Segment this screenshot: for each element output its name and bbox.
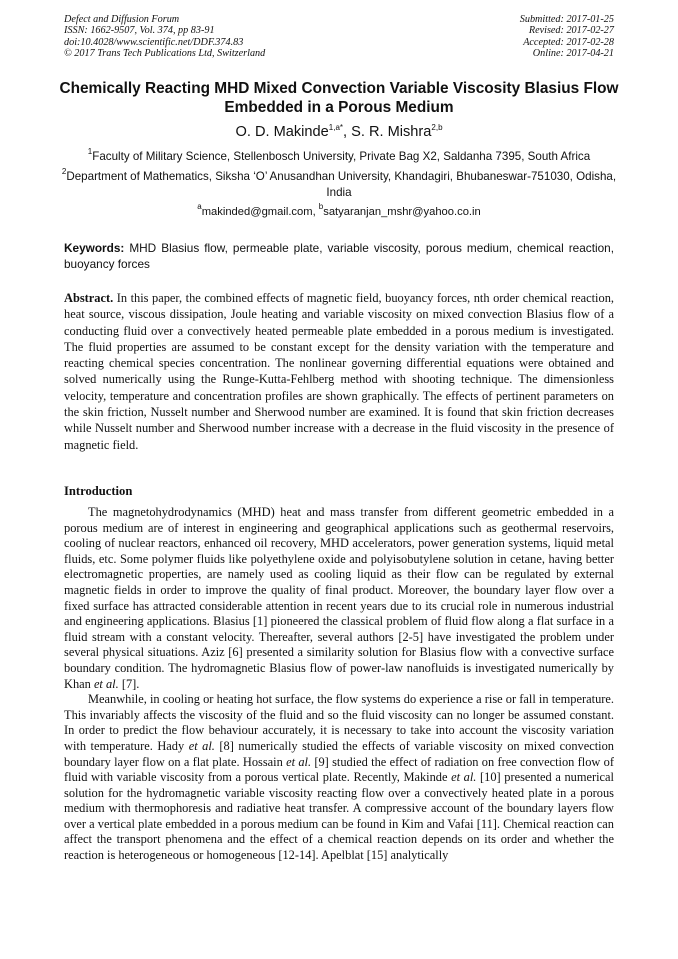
journal-info-block — [64, 14, 265, 59]
affiliation-2-mark: 2 — [61, 167, 67, 176]
author-line — [0, 123, 678, 141]
email-b-mark: b — [318, 202, 324, 211]
abstract-text: In this paper, the combined effects of magnetic field, buoyancy forces, nth order chemical reaction, heat source, viscous dissipation, Joule heating and variable viscosity on mixed convection Blasius flow of a conducting fluid over a convectively heated permeable plate embedded in a porous medium is investigated. The fluid properties are assumed to be constant except for the density variation with the temperature and reacting chemical species concentration. The nonlinear governing differential equations were obtained and solved numerically using the Runge-Kutta-Fehlberg method with shooting technique. The dimensionless velocity, temperature and concentration profiles are shown graphically. The effects of pertinent parameters on the skin friction, Nusselt number and Sherwood number are examined. It is found that skin friction decreases while Nusselt number and Sherwood number increase with a decrease in the fluid viscosity in the presence of magnetic field. — [64, 291, 614, 452]
paper-title: Chemically Reacting MHD Mixed Convection Variable Viscosity Blasius Flow Embedded in a Porous Medium — [59, 80, 619, 116]
date-online: Online: 2017-04-21 — [532, 47, 614, 59]
paragraph-1-text-b: [7]. — [118, 676, 140, 691]
author-1-marks: 1,a* — [328, 123, 343, 132]
journal-name: Defect and Diffusion Forum — [64, 14, 180, 25]
et-al-italic: et al. — [93, 676, 119, 691]
email-a[interactable]: makinded@gmail.com — [201, 206, 313, 218]
dates-block — [520, 14, 614, 59]
date-accepted: Accepted: 2017-02-28 — [523, 36, 614, 48]
et-al-italic: et al. — [451, 770, 477, 785]
keywords-block — [64, 241, 614, 272]
affiliation-1-mark: 1 — [87, 147, 93, 156]
keywords-text: MHD Blasius flow, permeable plate, variable viscosity, porous medium, chemical reaction, buoyancy forces — [64, 241, 614, 271]
date-revised: Revised: 2017-02-27 — [528, 25, 614, 37]
et-al-italic: et al. — [286, 754, 312, 769]
keywords-label: Keywords: — [64, 241, 125, 255]
email-b[interactable]: satyaranjan_mshr@yahoo.co.in — [323, 206, 481, 218]
email-line — [0, 202, 678, 219]
paragraph-2-text-c: [9] studied the effect of radiation on free convection flow of fluid with variable viscosity from a porous vertical plate. Recently, Makinde — [64, 754, 614, 785]
date-submitted: Submitted: 2017-01-25 — [519, 14, 614, 25]
introduction-heading: Introduction — [64, 484, 133, 498]
paragraph-2-text-a: Meanwhile, in cooling or heating hot surface, the flow systems do experience a rise or fall in temperature. This invariably affects the viscosity of the fluid and so the fluid viscosity can no longer be assumed constant. In order to predict the flow behaviour accurately, it is necessary to take into account the viscosity variation with temperature. Hady — [64, 692, 614, 753]
email-separator: , — [312, 206, 319, 218]
journal-doi[interactable]: doi:10.4028/www.scientific.net/DDF.374.83 — [64, 36, 244, 48]
introduction-paragraph-1 — [64, 505, 614, 692]
affiliation-2 — [60, 169, 618, 201]
et-al-italic: et al. — [188, 738, 215, 753]
paragraph-2-text-d: [10] presented a numerical solution for the hydromagnetic variable viscosity reacting flow over a convectively heated plate in a porous medium with thermophoresis and radiative heat transfer. A compressive account of the boundary layers flow over a vertical plate embedded in a porous medium can be found in Kim and Vafai [11]. Chemical reaction can affect the transport phenomena and the effect of a chemical reaction depends on its order and whether the reaction is heterogeneous or homogeneous [12-14]. Apelblat [15] analytically — [64, 770, 614, 863]
introduction-body — [64, 505, 614, 864]
author-2: S. R. Mishra — [351, 124, 432, 140]
affiliation-1-text: Faculty of Military Science, Stellenbosch University, Private Bag X2, Saldanha 7395, South Africa — [92, 150, 591, 163]
author-2-marks: 2,b — [431, 123, 443, 132]
affiliation-2-text: Department of Mathematics, Siksha ‘O’ Anusandhan University, Khandagiri, Bhubaneswar-751030, Odisha, India — [66, 170, 617, 199]
introduction-paragraph-2 — [64, 692, 614, 864]
author-separator: , — [343, 124, 352, 140]
affiliation-1 — [60, 149, 618, 165]
abstract-label: Abstract. — [64, 291, 114, 305]
paragraph-2-text-b: [8] numerically studied the effects of variable viscosity on mixed convection boundary layer flow on a flat plate. Hossain — [64, 738, 615, 769]
journal-issn: ISSN: 1662-9507, Vol. 374, pp 83-91 — [64, 25, 215, 37]
journal-copyright: © 2017 Trans Tech Publications Ltd, Switzerland — [64, 47, 266, 59]
abstract-block — [64, 290, 614, 453]
paragraph-1-text-a: The magnetohydrodynamics (MHD) heat and mass transfer from different geometric embedded in a porous medium are of interest in engineering and geographical applications such as geothermal reservoirs, cooling of nuclear reactors, enhanced oil recovery, MHD accelerators, power generation systems, liquid metal fluids, etc. Some polymer fluids like polyethylene oxide and polyisobutylene solution in cetane, having better electromagnetic properties, are namely used as cooling liquid as their flow can be regulated by external magnetic fields in order to improve the quality of final product. Moreover, the boundary layer flow over a fixed surface has attracted considerable attention in recent years due to its crucial role in numerous industrial and engineering applications. Blasius [1] pioneered the classical problem of fluid flow along a flat surface in a fluid stream with a constant velocity. Thereafter, several authors [2-5] have investigated the problem under several physical situations. Aziz [6] presented a similarity solution for Blasius flow with a convective surface boundary condition. The hydromagnetic Blasius flow of power-law nanofluids is investigated numerically by Khan — [64, 505, 614, 691]
author-1: O. D. Makinde — [235, 124, 329, 140]
email-a-mark: a — [197, 202, 202, 211]
